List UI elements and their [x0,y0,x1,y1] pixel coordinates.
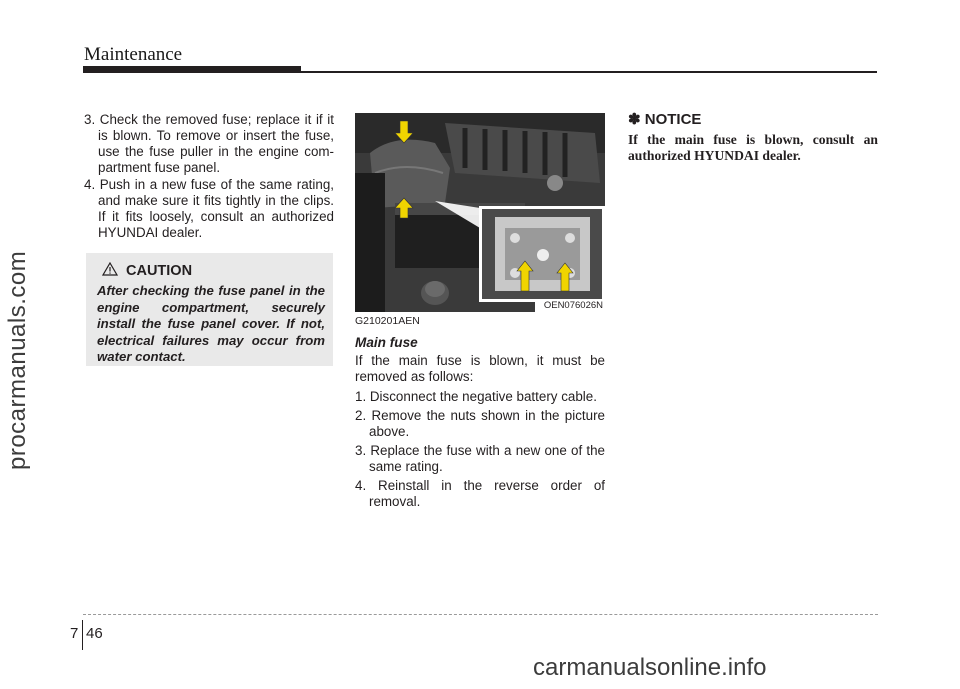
side-watermark: procarmanuals.com [4,250,31,470]
figure-label: OEN076026N [543,300,603,311]
step-3-text: 3. Check the removed fuse; replace it if it is blown. To remove or insert the fuse, use the fuse puller in the engine com-partment fuse panel. [84,112,334,175]
main-fuse-step-1: 1. Disconnect the negative battery cable. [355,389,597,404]
notice-title: ✽ NOTICE [628,111,702,128]
section-code: G210201AEN [355,315,420,327]
header-rule-thick [83,66,301,73]
caution-text: After checking the fuse panel in the engine compartment, securely install the fuse panel cover. If not, electrical failures may occur from water contact. [97,283,325,364]
main-fuse-step-2: 2. Remove the nuts shown in the picture above. [355,408,605,439]
engine-compartment-illustration [355,113,605,312]
main-fuse-intro: If the main fuse is blown, it must be removed as follows: [355,353,605,384]
caution-box [86,253,333,366]
middle-column [355,313,605,513]
step-4-text: 4. Push in a new fuse of the same rating, and make sure it fits tightly in the clips. If it fits loosely, consult an authorized HYUNDAI dealer. [84,177,334,240]
caution-heading [102,262,192,279]
main-fuse-step-3: 3. Replace the fuse with a new one of the same rating. [355,443,605,474]
chapter-number: 7 [70,625,79,642]
header-rule-thin [301,71,877,73]
page-number: 46 [86,625,103,642]
main-fuse-step-4: 4. Reinstall in the reverse order of removal. [355,478,605,509]
page-number-divider [82,620,83,650]
footer-rule [83,614,878,615]
left-column [84,112,334,242]
warning-triangle-icon [102,262,118,276]
bottom-watermark: carmanualsonline.info [533,654,767,681]
right-column [628,112,878,164]
caution-title: CAUTION [126,263,193,279]
page-header-title: Maintenance [84,44,183,65]
engine-fuse-photo [355,113,605,312]
notice-text: If the main fuse is blown, consult an authorized HYUNDAI dealer. [628,132,878,163]
main-fuse-heading: Main fuse [355,335,418,350]
